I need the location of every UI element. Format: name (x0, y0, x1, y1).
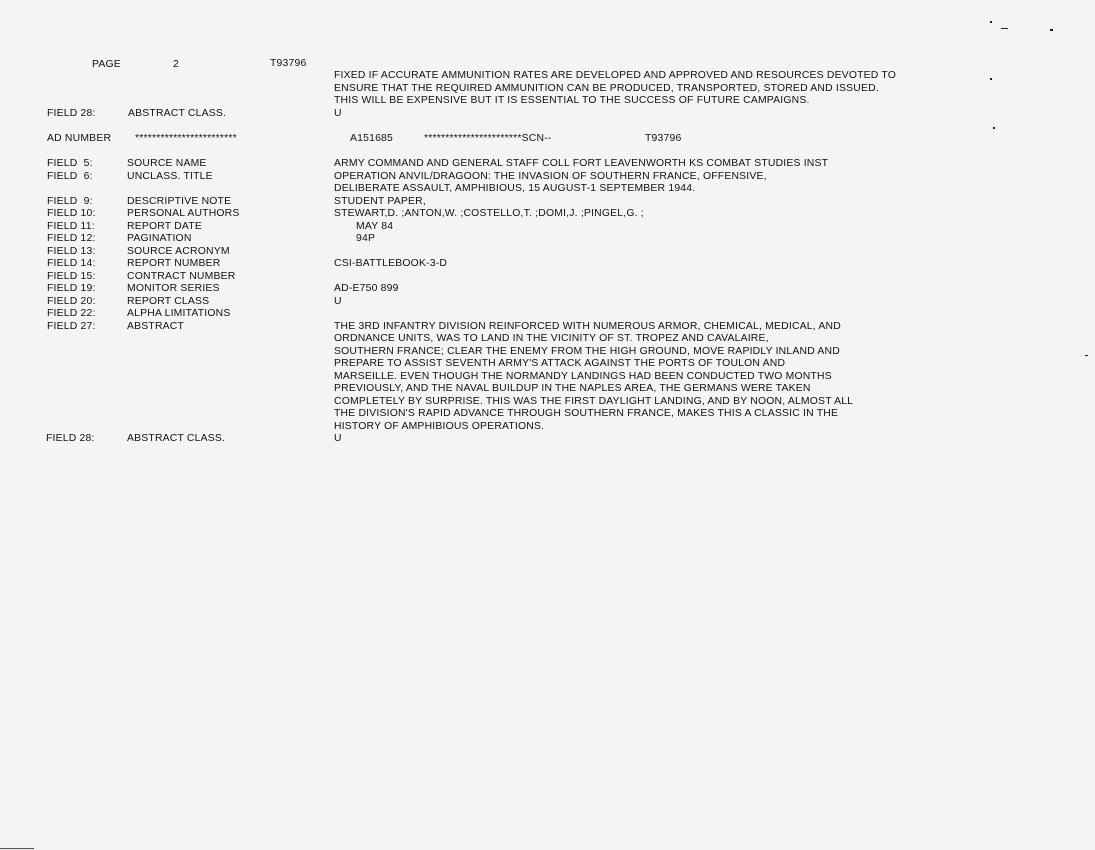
field-name: PAGINATION (127, 233, 192, 244)
field-label: FIELD 11: (47, 220, 95, 232)
field-name: DESCRIPTIVE NOTE (127, 195, 232, 207)
field-name: REPORT CLASS (127, 295, 210, 307)
abstract-line: MARSEILLE. EVEN THOUGH THE NORMANDY LANDINGS HAD BEEN CONDUCTED TWO MONTHS (334, 370, 832, 382)
field-label: FIELD 28: (47, 108, 96, 119)
abstract-text (334, 321, 853, 434)
scan-speck (990, 78, 992, 80)
field-row (47, 158, 327, 171)
scan-speck (1050, 29, 1053, 31)
field-name: MONITOR SERIES (127, 283, 220, 294)
abstract-line: PREPARE TO ASSIST SEVENTH ARMY'S ATTACK AGAINST THE PORTS OF TOULON AND (334, 358, 786, 369)
field-label: FIELD 6: (47, 170, 93, 182)
scn-number: T93796 (645, 133, 682, 144)
field-label: FIELD 9: (47, 195, 93, 207)
field-value: STUDENT PAPER, (334, 195, 426, 207)
field-label: FIELD 19: (47, 283, 96, 294)
field-label: FIELD 14: (47, 258, 96, 269)
field-label: FIELD 27: (47, 320, 96, 332)
asterisk-separator: ***********************SCN-- (424, 133, 552, 144)
field-value: U (334, 433, 342, 444)
scan-speck (1085, 355, 1088, 356)
field-label: FIELD 12: (47, 233, 96, 244)
field-value: ARMY COMMAND AND GENERAL STAFF COLL FORT LEAVENWORTH KS COMBAT STUDIES INST (334, 158, 829, 169)
continuation-line: THIS WILL BE EXPENSIVE BUT IT IS ESSENTIAL TO THE SUCCESS OF FUTURE CAMPAIGNS. (334, 95, 810, 106)
field-value: STEWART,D. ;ANTON,W. ;COSTELLO,T. ;DOMI,J. ;PINGEL,G. ; (334, 208, 644, 219)
scan-speck (990, 21, 992, 23)
abstract-line: COMPLETELY BY SURPRISE. THIS WAS THE FIRST DAYLIGHT LANDING, AND BY NOON, ALMOST ALL (334, 395, 854, 407)
field-row (47, 283, 327, 296)
field-value: 94P (356, 233, 376, 244)
field-value-continuation: DELIBERATE ASSAULT, AMPHIBIOUS, 15 AUGUST-1 SEPTEMBER 1944. (334, 183, 696, 194)
continuation-text (334, 70, 896, 108)
field-label: FIELD 10: (47, 208, 96, 219)
field-value: MAY 84 (356, 220, 394, 232)
ad-number-label: AD NUMBER (47, 133, 112, 144)
ad-number: A151685 (350, 133, 394, 144)
continuation-line: FIXED IF ACCURATE AMMUNITION RATES ARE DEVELOPED AND APPROVED AND RESOURCES DEVOTED TO (334, 70, 897, 81)
field-name: UNCLASS. TITLE (127, 170, 213, 182)
field-name: CONTRACT NUMBER (127, 270, 236, 282)
field-label: FIELD 22: (47, 308, 96, 319)
field-label: FIELD 28: (46, 433, 95, 444)
scan-speck (1001, 28, 1008, 29)
abstract-line: SOUTHERN FRANCE; CLEAR THE ENEMY FROM THE HIGH GROUND, MOVE RAPIDLY INLAND AND (334, 345, 840, 357)
field-name: ABSTRACT CLASS. (127, 433, 226, 444)
scan-speck (993, 127, 995, 129)
field-row (47, 208, 327, 221)
field-row (47, 308, 327, 321)
field-value: U (334, 108, 342, 119)
field-label: FIELD 15: (47, 270, 96, 282)
field-name: ALPHA LIMITATIONS (127, 308, 231, 319)
doc-id: T93796 (270, 58, 307, 69)
field-row (47, 258, 327, 271)
field-row (47, 296, 327, 309)
field-name: REPORT DATE (127, 220, 202, 232)
field-row (47, 271, 327, 284)
field-value: OPERATION ANVIL/DRAGOON: THE INVASION OF SOUTHERN FRANCE, OFFENSIVE, (334, 170, 767, 182)
asterisk-separator: ************************ (135, 133, 237, 144)
continuation-line: ENSURE THAT THE REQUIRED AMMUNITION CAN BE PRODUCED, TRANSPORTED, STORED AND ISSUED. (334, 82, 879, 94)
field-value: U (334, 295, 342, 307)
field-row (47, 221, 327, 234)
field-row (47, 321, 327, 334)
field-name: SOURCE ACRONYM (127, 245, 230, 257)
page-number: 2 (173, 59, 179, 70)
field-label: FIELD 13: (47, 245, 96, 257)
field-row (47, 233, 327, 246)
scan-edge-line (0, 848, 34, 849)
field-name: SOURCE NAME (127, 158, 207, 169)
field-row (47, 171, 327, 184)
field-row (47, 246, 327, 259)
abstract-line: HISTORY OF AMPHIBIOUS OPERATIONS. (334, 420, 545, 432)
abstract-line: THE 3RD INFANTRY DIVISION REINFORCED WITH NUMEROUS ARMOR, CHEMICAL, MEDICAL, AND (334, 320, 841, 332)
field-value: AD-E750 899 (334, 283, 399, 294)
field-label: FIELD 20: (47, 295, 96, 307)
page-label: PAGE (92, 59, 121, 70)
field-name: REPORT NUMBER (127, 258, 221, 269)
field-label: FIELD 5: (47, 158, 93, 169)
abstract-line: THE DIVISION'S RAPID ADVANCE THROUGH SOUTHERN FRANCE, MAKES THIS A CLASSIC IN THE (334, 408, 839, 419)
field-row (47, 196, 327, 209)
abstract-line: ORDNANCE UNITS, WAS TO LAND IN THE VICINITY OF ST. TROPEZ AND CAVALAIRE, (334, 333, 769, 344)
field-name: ABSTRACT (127, 320, 185, 332)
abstract-line: PREVIOUSLY, AND THE NAVAL BUILDUP IN THE NAPLES AREA, THE GERMANS WERE TAKEN (334, 383, 811, 394)
field-name: PERSONAL AUTHORS (127, 208, 240, 219)
field-value: CSI-BATTLEBOOK-3-D (334, 258, 448, 269)
field-name: ABSTRACT CLASS. (128, 108, 227, 119)
